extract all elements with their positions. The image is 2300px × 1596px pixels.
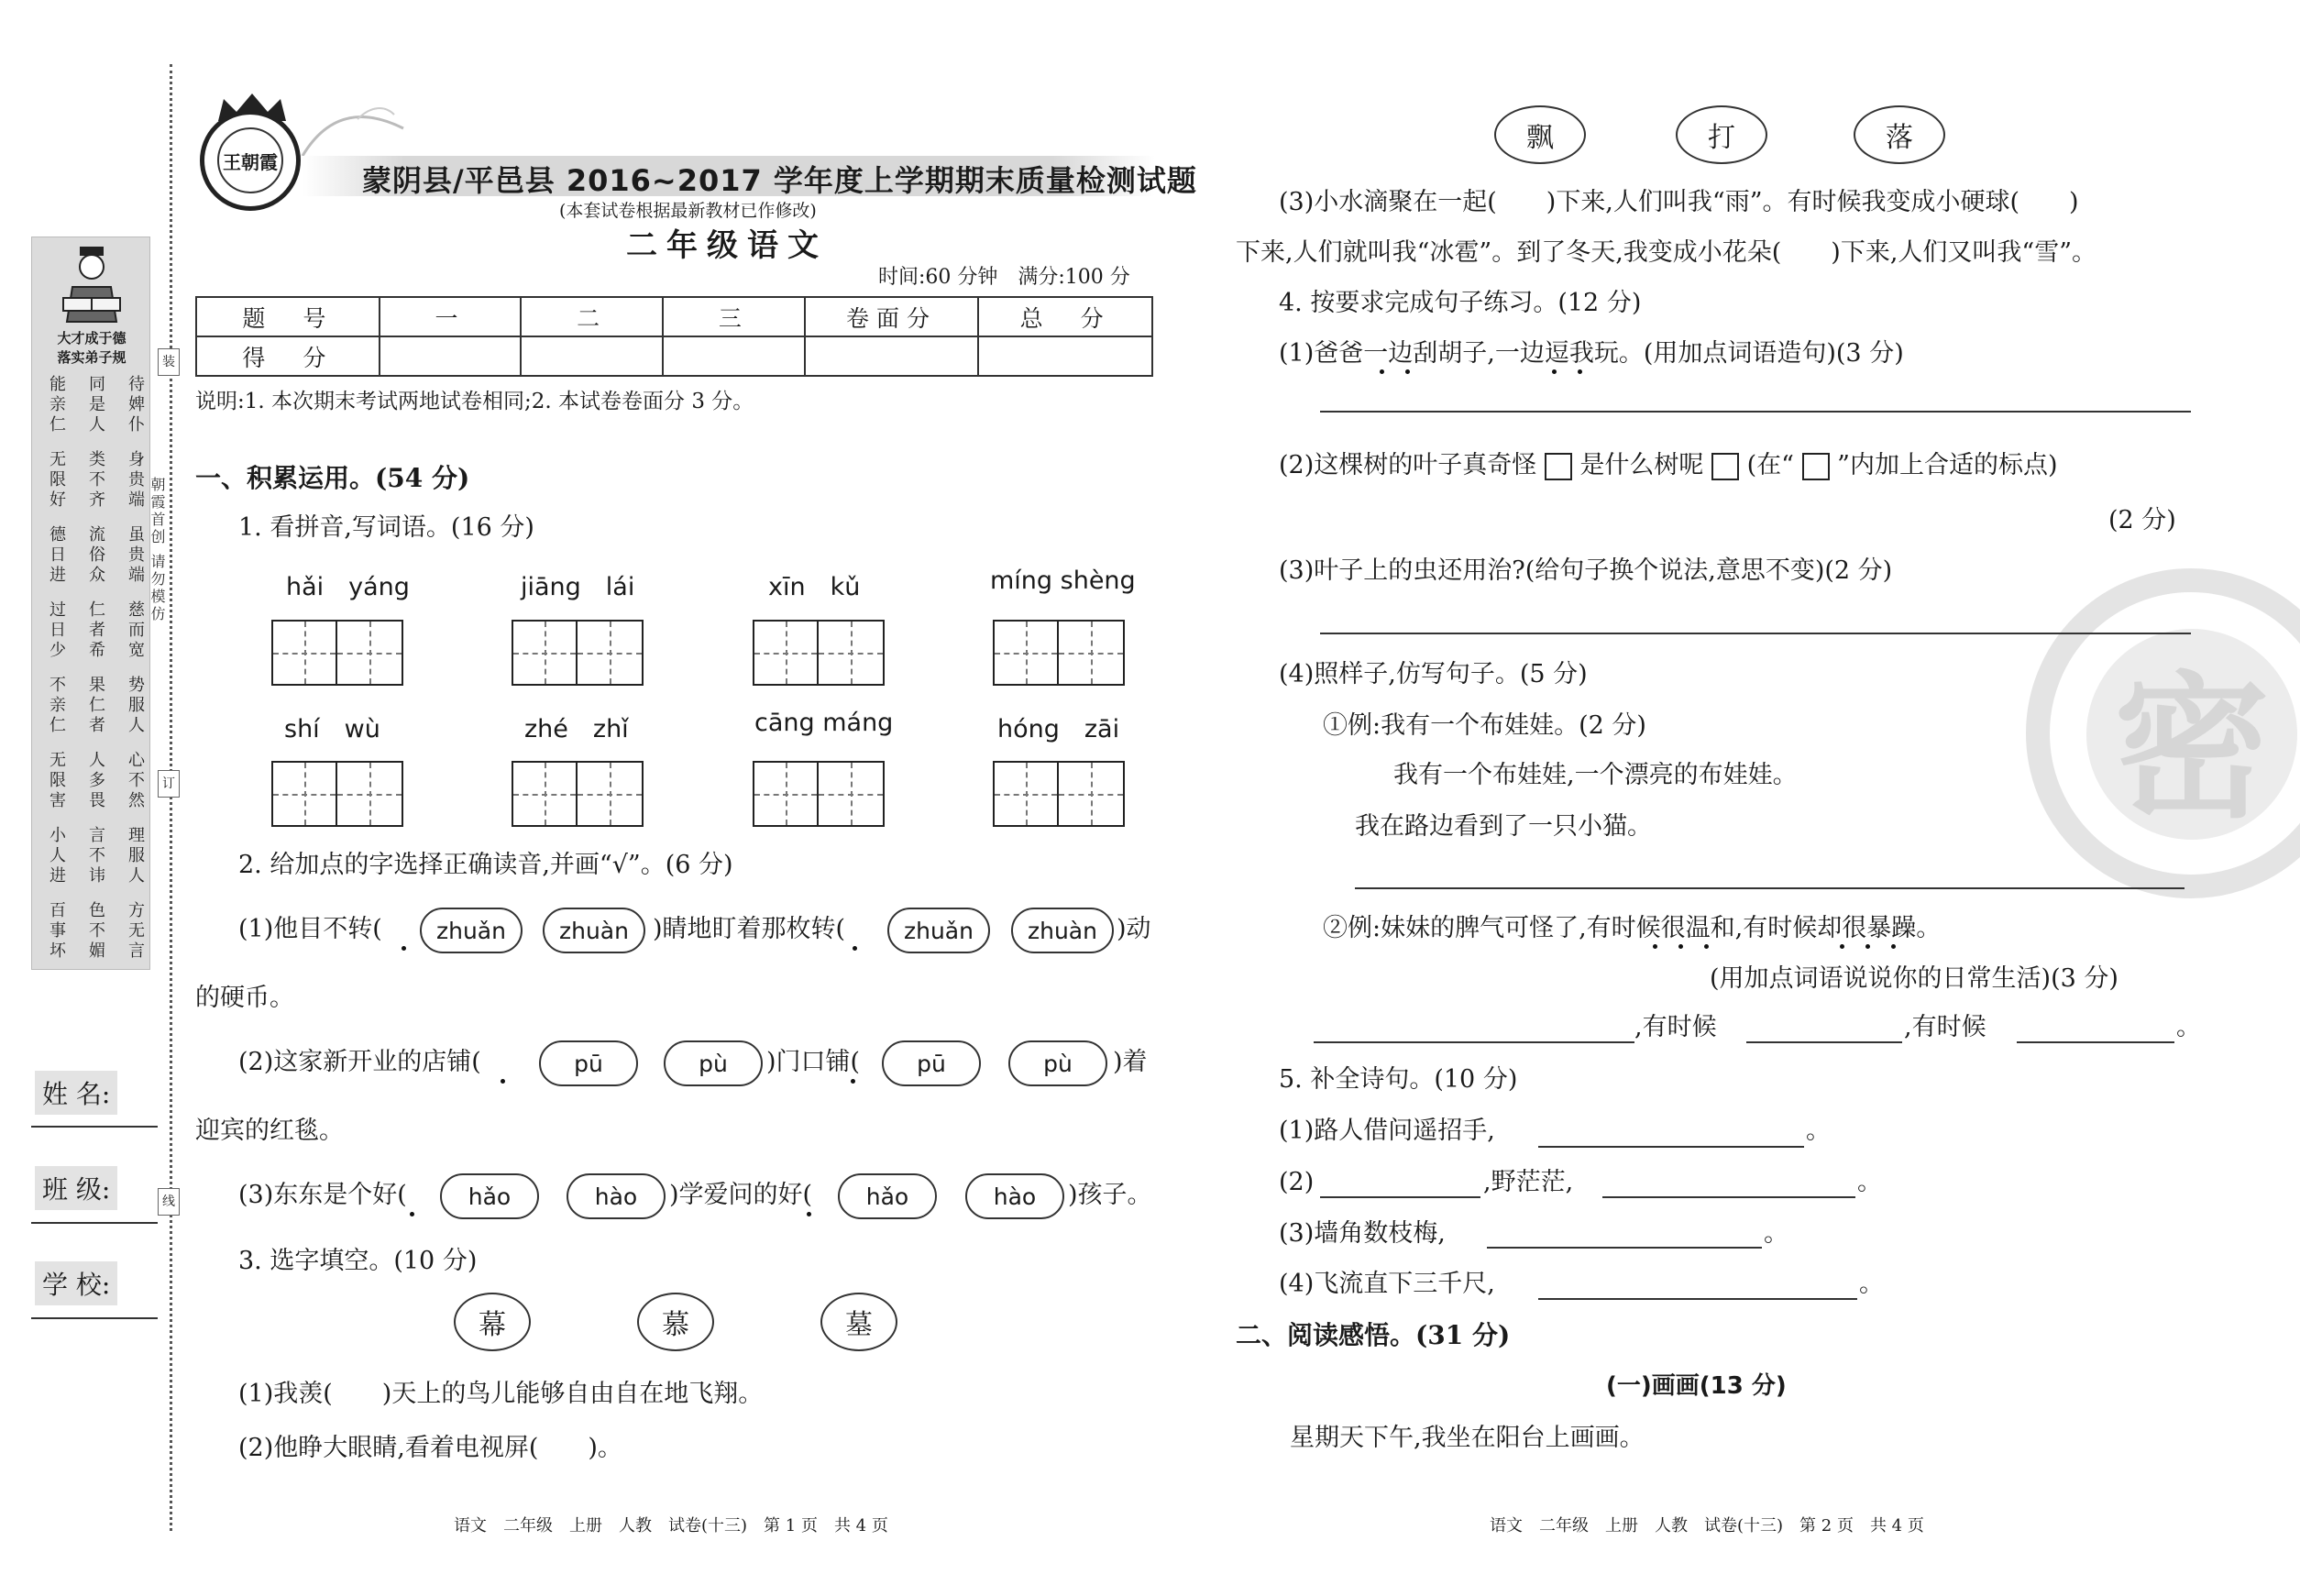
exam-title: 蒙阴县/平邑县 2016~2017 学年度上学期期末质量检测试题 <box>362 163 1197 198</box>
table-cell: 得 分 <box>196 336 380 376</box>
verse-col: 慈而宽 <box>126 600 145 661</box>
q4-1: (1)爸爸一边刮胡子,一边逗我玩。(用加点词语造句)(3 分) <box>1279 339 1904 368</box>
verse-col: 心不然 <box>126 751 145 811</box>
answer-line[interactable] <box>1602 1196 1855 1198</box>
writing-grid[interactable] <box>271 761 403 827</box>
q4-3: (3)叶子上的虫还用治?(给句子换个说法,意思不变)(2 分) <box>1279 556 1893 585</box>
reading-text: 星期天下午,我坐在阳台上画画。 <box>1290 1424 1645 1452</box>
verse-col: 过日少 <box>47 600 66 661</box>
table-cell: 三 <box>663 297 805 336</box>
punctuation-box[interactable] <box>1711 453 1739 480</box>
school-field[interactable] <box>31 1317 158 1319</box>
verse-col: 无限好 <box>47 450 66 511</box>
char-choice[interactable]: 慕 <box>637 1293 714 1351</box>
question-title: 4. 按要求完成句子练习。(12 分) <box>1279 289 1642 317</box>
verse-col: 待婢仆 <box>126 375 145 435</box>
emphasis-dot <box>1840 944 1844 949</box>
char-choice[interactable]: 落 <box>1854 105 1945 164</box>
emphasis-dot <box>402 946 406 951</box>
pinyin-option[interactable]: zhuàn <box>1011 908 1114 953</box>
verse-col: 同是人 <box>86 375 105 435</box>
grade-subject: 二年级语文 <box>626 227 828 264</box>
question-title: 1. 看拼音,写词语。(16 分) <box>238 513 534 542</box>
q3-line1: (1)我羡( )天上的鸟儿能够自由自在地飞翔。 <box>238 1380 764 1408</box>
q4-4-example1: ①例:我有一个布娃娃。(2 分) <box>1323 711 1646 740</box>
q2-line2-part2: )门口铺( <box>766 1048 861 1076</box>
writing-grid[interactable] <box>753 761 885 827</box>
q2-line1-part1: (1)他目不转( <box>238 915 382 943</box>
fill-text: 。 <box>2176 1013 2201 1041</box>
class-field[interactable] <box>31 1222 158 1224</box>
answer-line[interactable] <box>1538 1146 1804 1148</box>
verse-col: 类不齐 <box>86 450 105 511</box>
emphasis-dot <box>1891 944 1896 949</box>
emphasis-dot <box>1865 944 1870 949</box>
fold-line <box>170 64 172 1531</box>
score-cell[interactable] <box>805 336 979 376</box>
punctuation-box[interactable] <box>1545 453 1572 480</box>
score-table-score-row <box>196 336 1152 376</box>
answer-line[interactable] <box>1320 633 2191 634</box>
answer-line[interactable] <box>2017 1041 2174 1043</box>
poem-period: 。 <box>1859 1270 1884 1298</box>
name-label: 姓 名: <box>35 1071 117 1115</box>
binding-note: 朝霞首创 请勿模仿 <box>149 477 166 624</box>
seal-mark: 线 <box>158 1188 180 1216</box>
char-choice[interactable]: 飘 <box>1494 105 1586 164</box>
pinyin-option[interactable]: pù <box>1008 1040 1107 1086</box>
pinyin-option[interactable]: zhuàn <box>543 908 645 953</box>
writing-grid[interactable] <box>271 620 403 686</box>
pinyin-option[interactable]: pū <box>882 1040 981 1086</box>
sidebar-motto: 大才成于德 落实弟子规 <box>57 330 127 366</box>
emphasis-dot <box>851 1079 855 1084</box>
pinyin-label: hóng zāi <box>997 715 1120 743</box>
pinyin-option[interactable]: hào <box>567 1173 666 1219</box>
exam-subtitle: (本套试卷根据最新教材已作修改) <box>559 201 817 221</box>
poem-period: 。 <box>1857 1168 1882 1196</box>
char-choice[interactable]: 幕 <box>454 1293 531 1351</box>
score-cell[interactable] <box>663 336 805 376</box>
score-cell[interactable] <box>380 336 522 376</box>
q4-4-example1-answer: 我有一个布娃娃,一个漂亮的布娃娃。 <box>1393 761 1798 789</box>
example-box <box>1802 453 1830 480</box>
emphasis-dot <box>853 946 857 951</box>
emphasis-dot <box>1552 369 1557 374</box>
char-choice[interactable]: 墓 <box>820 1293 897 1351</box>
q4-4-example1-question: 我在路边看到了一只小猫。 <box>1355 812 1652 841</box>
verse-col: 无限害 <box>47 751 66 811</box>
answer-line[interactable] <box>1746 1041 1902 1043</box>
q2-line3-part3: )孩子。 <box>1068 1181 1152 1209</box>
pinyin-option[interactable]: hǎo <box>838 1173 937 1219</box>
pinyin-label: jiāng lái <box>521 573 635 601</box>
verse-col: 色不媚 <box>86 901 105 962</box>
writing-grid[interactable] <box>512 620 644 686</box>
q2-line2-cont: 迎宾的红毯。 <box>195 1117 344 1145</box>
fill-text: ,有时候 <box>1634 1013 1717 1041</box>
reading-subtitle: (一)画画(13 分) <box>1606 1372 1787 1400</box>
verse-col: 理服人 <box>126 826 145 886</box>
poem-line-2b: ,野茫茫, <box>1483 1168 1574 1196</box>
poem-line-4: (4)飞流直下三千尺, <box>1279 1270 1495 1298</box>
class-label: 班 级: <box>35 1166 117 1210</box>
writing-grid[interactable] <box>753 620 885 686</box>
emphasis-dot <box>807 1212 811 1216</box>
fill-text: ,有时候 <box>1904 1013 1986 1041</box>
section-heading: 二、阅读感悟。(31 分) <box>1236 1320 1511 1350</box>
table-cell: 一 <box>380 297 522 336</box>
q4-4: (4)照样子,仿写句子。(5 分) <box>1279 660 1588 688</box>
q2-line3-part1: (3)东东是个好( <box>238 1181 407 1209</box>
emphasis-dot <box>410 1212 414 1216</box>
verse-col: 百事坏 <box>47 901 66 962</box>
q2-line2-part1: (2)这家新开业的店铺( <box>238 1048 481 1076</box>
verse-col: 小人进 <box>47 826 66 886</box>
scholar-illustration <box>60 245 124 325</box>
emphasis-dot <box>1678 944 1683 949</box>
table-cell: 题 号 <box>196 297 380 336</box>
pinyin-label: hǎi yáng <box>286 573 410 601</box>
writing-grid[interactable] <box>993 620 1125 686</box>
exam-note: 说明:1. 本次期末考试两地试卷相同;2. 本试卷卷面分 3 分。 <box>195 390 754 413</box>
table-cell: 卷面分 <box>805 297 979 336</box>
q2-line1-cont: 的硬币。 <box>195 984 294 1012</box>
verse-col: 势服人 <box>126 676 145 736</box>
pinyin-label: shí wù <box>284 715 380 743</box>
verse-col: 仁者希 <box>86 600 105 661</box>
answer-line[interactable] <box>1487 1247 1762 1249</box>
pinyin-label: míng shèng <box>990 567 1136 595</box>
verse-col: 方无言 <box>126 901 145 962</box>
q2-line1-part2: )睛地盯着那枚转( <box>653 915 846 943</box>
emphasis-dot <box>501 1079 505 1084</box>
pinyin-option[interactable]: zhuǎn <box>887 908 990 953</box>
sidebar-verses <box>41 375 144 962</box>
verse-col: 果仁者 <box>86 676 105 736</box>
seal-mark: 装 <box>158 348 180 376</box>
seal-mark: 订 <box>158 770 180 798</box>
emphasis-dot <box>1578 369 1582 374</box>
pinyin-label: cāng máng <box>754 709 894 737</box>
poem-period: 。 <box>1806 1117 1831 1145</box>
verse-col: 能亲仁 <box>47 375 66 435</box>
name-field[interactable] <box>31 1126 158 1128</box>
answer-line[interactable] <box>1320 1196 1480 1198</box>
q4-4-example2-requirement: (用加点词语说说你的日常生活)(3 分) <box>1710 964 2118 993</box>
verse-col: 身贵端 <box>126 450 145 511</box>
score-cell[interactable] <box>521 336 663 376</box>
q4-2-text-c: (在“ <box>1746 451 1794 479</box>
pinyin-label: zhé zhǐ <box>524 715 629 743</box>
page-footer-right: 语文 二年级 上册 人教 试卷(十三) 第 2 页 共 4 页 <box>1490 1516 1924 1535</box>
verse-col: 德日进 <box>47 525 66 586</box>
pinyin-label: xīn kǔ <box>768 573 861 601</box>
pinyin-option[interactable]: zhuǎn <box>420 908 523 953</box>
school-label: 学 校: <box>35 1261 117 1305</box>
answer-line[interactable] <box>1538 1298 1857 1300</box>
char-choice[interactable]: 打 <box>1676 105 1767 164</box>
poem-line-1: (1)路人借问遥招手, <box>1279 1117 1495 1145</box>
question-title: 3. 选字填空。(10 分) <box>238 1247 478 1275</box>
table-cell: 二 <box>521 297 663 336</box>
q3-line3-cont: 下来,人们就叫我“冰雹”。到了冬天,我变成小花朵( )下来,人们又叫我“雪”。 <box>1236 238 2097 267</box>
sidebar-panel <box>31 237 150 970</box>
q2-line1-part3: )动 <box>1117 915 1151 943</box>
poem-period: 。 <box>1764 1219 1788 1248</box>
q2-line3-part2: )学爱问的好( <box>669 1181 813 1209</box>
q2-line2-part3: )着 <box>1113 1048 1148 1076</box>
q4-2-text-a: (2)这棵树的叶子真奇怪 <box>1279 451 1537 479</box>
verse-col: 不亲仁 <box>47 676 66 736</box>
section-heading: 一、积累运用。(54 分) <box>195 463 470 493</box>
publisher-logo <box>200 110 301 211</box>
answer-line[interactable] <box>1320 411 2191 413</box>
question-title: 2. 给加点的字选择正确读音,并画“√”。(6 分) <box>238 851 733 879</box>
pinyin-option[interactable]: hǎo <box>440 1173 539 1219</box>
q3-line2: (2)他睁大眼睛,看着电视屏( )。 <box>238 1434 622 1462</box>
writing-grid[interactable] <box>993 761 1125 827</box>
poem-line-2a: (2) <box>1279 1168 1315 1196</box>
time-score-info: 时间:60 分钟 满分:100 分 <box>878 266 1130 289</box>
pinyin-option[interactable]: pù <box>664 1040 763 1086</box>
answer-line[interactable] <box>1314 1041 1634 1043</box>
watermark-char: 密 <box>2086 629 2297 840</box>
emphasis-dot <box>1653 944 1657 949</box>
pinyin-option[interactable]: hào <box>965 1173 1064 1219</box>
q4-2-text-b: 是什么树呢 <box>1579 451 1704 479</box>
emphasis-dot <box>1405 369 1410 374</box>
verse-col: 人多畏 <box>86 751 105 811</box>
table-cell: 总 分 <box>978 297 1152 336</box>
verse-col: 流俗众 <box>86 525 105 586</box>
emphasis-dot <box>1704 944 1709 949</box>
page-footer-left: 语文 二年级 上册 人教 试卷(十三) 第 1 页 共 4 页 <box>454 1516 888 1535</box>
watermark-seal <box>2026 568 2300 898</box>
q3-line3: (3)小水滴聚在一起( )下来,人们叫我“雨”。有时候我变成小硬球( ) <box>1279 188 2079 216</box>
score-table-header-row <box>196 297 1152 336</box>
score-table <box>195 296 1153 377</box>
q4-2-text-d: ”内加上合适的标点) <box>1837 451 2058 479</box>
verse-col: 言不讳 <box>86 826 105 886</box>
question-title: 5. 补全诗句。(10 分) <box>1279 1065 1518 1094</box>
poem-line-3: (3)墙角数枝梅, <box>1279 1219 1446 1248</box>
emphasis-dot <box>1380 369 1384 374</box>
q4-2-score: (2 分) <box>2108 506 2176 534</box>
verse-col: 虽贵端 <box>126 525 145 586</box>
logo-text: 王朝霞 <box>217 127 283 193</box>
writing-grid[interactable] <box>512 761 644 827</box>
answer-line[interactable] <box>1355 887 2184 889</box>
q4-4-example2: ②例:妹妹的脾气可怪了,有时候很温和,有时候却很暴躁。 <box>1323 914 1942 942</box>
score-cell[interactable] <box>978 336 1152 376</box>
q4-2 <box>1279 451 2058 480</box>
pinyin-option[interactable]: pū <box>539 1040 638 1086</box>
